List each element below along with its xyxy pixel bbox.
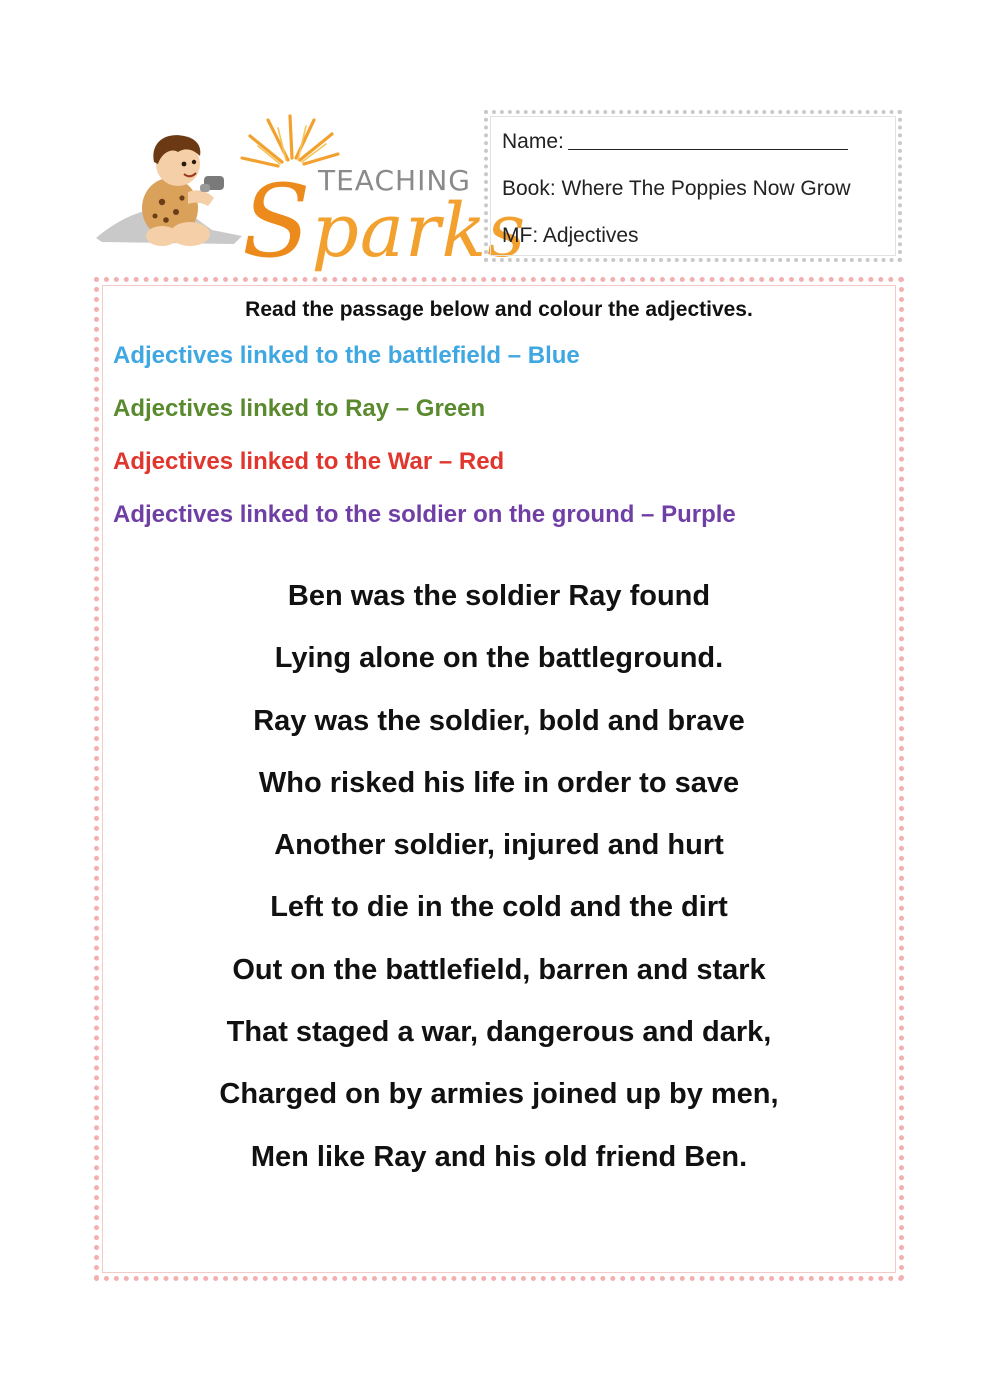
passage-box [94, 277, 904, 1281]
student-info-box [484, 110, 902, 262]
legend-green: Adjectives linked to Ray – Green [113, 395, 486, 422]
name-label: Name: [502, 130, 564, 153]
logo-sparks-text: Sparks [242, 163, 527, 280]
teaching-sparks-logo [92, 112, 527, 280]
legend-purple: Adjectives linked to the soldier on the ground – Purple [113, 501, 736, 528]
poem-line: Ben was the soldier Ray found [287, 580, 711, 612]
poem-line: Men like Ray and his old friend Ben. [250, 1140, 748, 1173]
poem-line: Another soldier, injured and hurt [274, 829, 724, 862]
legend-red: Adjectives linked to the War – Red [113, 448, 505, 475]
legend-blue: Adjectives linked to the battlefield – Blue [113, 342, 580, 369]
poem-line: Ray was the soldier, bold and brave [253, 704, 745, 737]
poem-line: Left to die in the cold and the dirt [270, 891, 728, 924]
logo-teaching-text: TEACHING [318, 164, 471, 197]
poem-passage [99, 578, 899, 1201]
instruction-text: Read the passage below and colour the adjectives. [245, 298, 753, 321]
poem-line: Who risked his life in order to save [258, 766, 740, 799]
name-blank-line[interactable] [568, 129, 848, 150]
mf-topic: MF: Adjectives [502, 224, 639, 247]
poem-line: Out on the battlefield, barren and stark [232, 953, 766, 986]
book-title: Book: Where The Poppies Now Grow [502, 177, 851, 200]
poem-line: Lying alone on the battleground. [274, 642, 724, 675]
poem-line: Charged on by armies joined up by men, [219, 1078, 779, 1111]
name-row [502, 126, 884, 173]
poem-line: That staged a war, dangerous and dark, [226, 1016, 772, 1049]
